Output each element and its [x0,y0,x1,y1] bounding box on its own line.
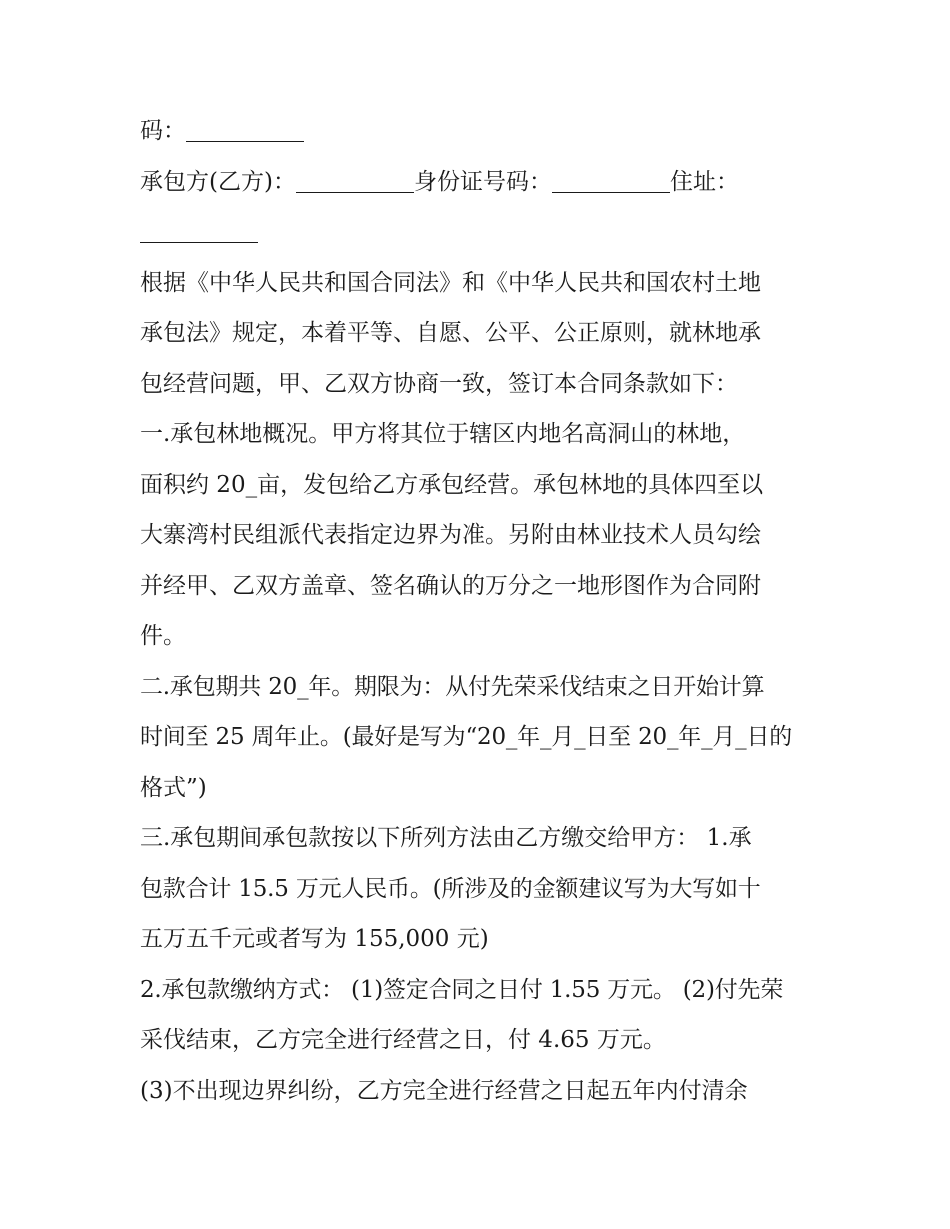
text-line: 包经营问题，甲、乙双方协商一致，签订本合同条款如下： [140,370,738,397]
text-line [140,106,820,157]
document-body [140,106,820,1116]
text-line: 一.承包林地概况。甲方将其位于辖区内地名高洞山的林地， [140,421,746,447]
text-line: 根据《中华人民共和国合同法》和《中华人民共和国农村土地 [140,269,761,296]
text-fragment: 身份证号码： [413,168,552,195]
text-line: 格式”) [140,774,207,801]
text-fragment: 住址： [669,168,739,195]
text-line: 采伐结束，乙方完全进行经营之日，付 4.65 万元。 [140,1027,666,1053]
text-line: 五万五千元或者写为 155,000 元) [140,926,489,952]
text-line: 大寨湾村民组派代表指定边界为准。另附由林业技术人员勾绘 [140,522,761,548]
text-line: 三.承包期间承包款按以下所列方法由乙方缴交给甲方： 1.承 [140,825,752,851]
blank-field[interactable] [186,111,304,142]
text-line [140,207,820,258]
text-line: 包款合计 15.5 万元人民币。(所涉及的金额建议写为大写如十 [140,875,761,902]
text-line: (3)不出现边界纠纷，乙方完全进行经营之日起五年内付清余 [140,1077,748,1104]
text-line [140,157,820,208]
text-line: 时间至 25 周年止。(最好是写为“20_年_月_日至 20_年_月_日的 [140,724,793,750]
text-line: 件。 [140,623,186,649]
text-line: 2.承包款缴纳方式： (1)签定合同之日付 1.55 万元。 (2)付先荣 [140,976,784,1003]
text-line: 面积约 20_亩，发包给乙方承包经营。承包林地的具体四至以 [140,471,764,498]
text-line: 并经甲、乙双方盖章、签名确认的万分之一地形图作为合同附 [140,572,761,599]
text-line: 二.承包期共 20_年。期限为：从付先荣采伐结束之日开始计算 [140,673,765,700]
text-fragment: 码： [140,118,186,144]
blank-field[interactable] [140,212,258,243]
text-fragment: 承包方(乙方)： [140,168,296,195]
blank-field[interactable] [296,162,414,193]
text-line: 承包法》规定，本着平等、自愿、公平、公正原则，就林地承 [140,320,761,346]
blank-field[interactable] [552,162,670,193]
